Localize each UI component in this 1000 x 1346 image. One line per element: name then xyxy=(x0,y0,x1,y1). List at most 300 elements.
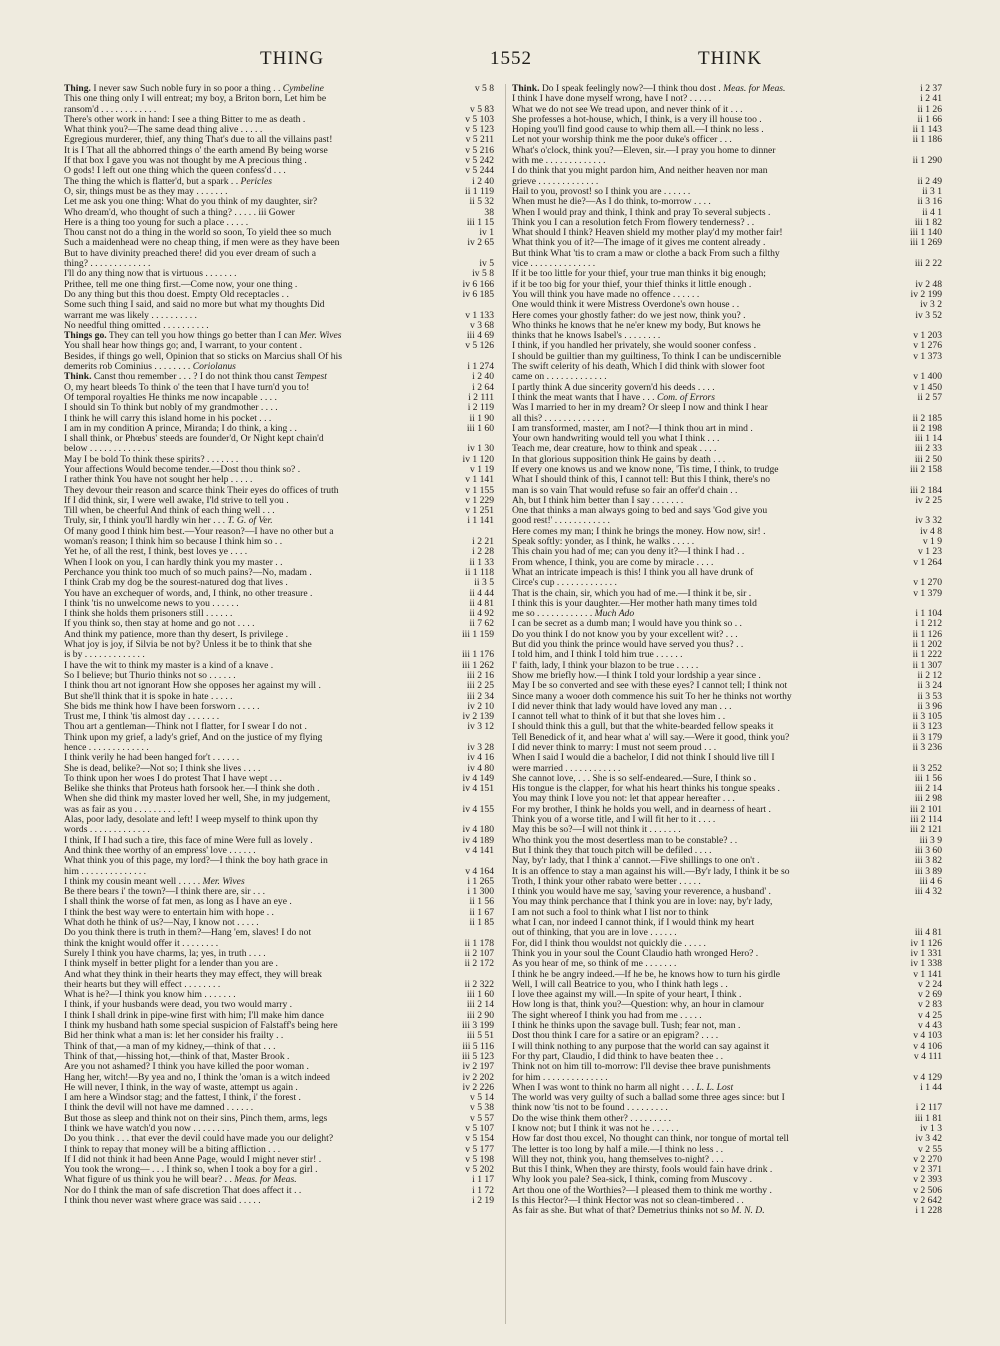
act-scene-line-ref: v 5 107 xyxy=(465,1123,494,1134)
play-title: M. N. D. xyxy=(731,1206,765,1217)
concordance-entry xyxy=(512,836,942,846)
act-scene-line-ref: v 2 24 xyxy=(918,979,942,990)
concordance-entry xyxy=(512,269,942,279)
act-scene-line-ref: v 4 43 xyxy=(918,1021,942,1032)
entry-text xyxy=(512,393,715,403)
page-number: 1552 xyxy=(490,48,532,69)
act-scene-line-ref: iv 4 151 xyxy=(462,784,494,795)
concordance-entry xyxy=(64,846,494,856)
entry-text xyxy=(64,825,150,835)
quotation: If it be too little for your thief, your true man thinks it big enough; xyxy=(512,269,766,280)
concordance-entry xyxy=(64,372,494,382)
entry-text xyxy=(512,146,776,156)
concordance-entry xyxy=(64,166,494,176)
quotation: I think the meat wants that I have . . . xyxy=(512,392,655,403)
concordance-entry xyxy=(64,1165,494,1175)
quotation: From whence, I think, you are come by miracle . . . . xyxy=(512,557,714,568)
quotation: When she did think my master loved her well, She, in my judgement, xyxy=(64,794,331,805)
left-column xyxy=(64,84,494,1206)
quotation: Belike she thinks that Proteus hath forsook her.—I think she doth . xyxy=(64,784,320,795)
entry-text xyxy=(64,547,247,557)
entry-text xyxy=(512,84,785,94)
act-scene-line-ref: v 5 244 xyxy=(465,166,494,177)
act-scene-line-ref: iv 3 32 xyxy=(915,516,942,527)
quotation: I think my cousin meant well . . . . . xyxy=(64,876,201,887)
entry-text xyxy=(512,702,732,712)
quotation: And think my patience, more than thy desert, Is privilege . xyxy=(64,629,289,640)
concordance-entry xyxy=(512,928,942,938)
act-scene-line-ref: v 1 203 xyxy=(913,331,942,342)
quotation: The world was very guilty of such a ballad some three ages since: but I xyxy=(512,1093,785,1104)
act-scene-line-ref: v 1 276 xyxy=(913,341,942,352)
concordance-entry xyxy=(512,187,942,197)
entry-text xyxy=(64,918,259,928)
concordance-entry xyxy=(512,568,942,578)
act-scene-line-ref: v 5 83 xyxy=(470,104,494,115)
entry-text xyxy=(64,578,288,588)
act-scene-line-ref: v 1 400 xyxy=(913,372,942,383)
concordance-entry xyxy=(512,1042,942,1052)
act-scene-line-ref: ii 2 322 xyxy=(464,979,494,990)
concordance-entry xyxy=(512,558,942,568)
act-scene-line-ref: v 5 8 xyxy=(474,84,494,94)
concordance-entry xyxy=(512,218,942,228)
entry-text xyxy=(64,269,237,279)
quotation: What I should think of this, I cannot tell: But this I think, there's no xyxy=(512,475,771,486)
entry-text xyxy=(512,949,758,959)
act-scene-line-ref: iii 4 69 xyxy=(466,331,494,342)
quotation: I am transformed, master, am I not?—I think thou art in mind . xyxy=(512,423,753,434)
concordance-entry xyxy=(512,887,942,897)
entry-text xyxy=(64,218,248,228)
act-scene-line-ref: i 2 41 xyxy=(920,94,942,105)
entry-text xyxy=(64,228,331,238)
quotation: Ah, but I think him better than I say . . . . . . . xyxy=(512,495,684,506)
concordance-entry xyxy=(64,1093,494,1103)
quotation: vice . . . . . . . . . . . . . . xyxy=(512,259,596,270)
concordance-entry xyxy=(64,836,494,846)
entry-text xyxy=(64,846,256,856)
concordance-entry xyxy=(512,856,942,866)
quotation: was as fair as you . . . . . . . . . . xyxy=(64,804,181,815)
concordance-entry xyxy=(512,722,942,732)
concordance-entry xyxy=(64,774,494,784)
entry-text xyxy=(64,177,272,187)
quotation: Do you think there is truth in them?—Hang 'em, slaves! I do not xyxy=(64,928,312,939)
entry-text xyxy=(64,1021,338,1031)
act-scene-line-ref: iii 3 89 xyxy=(914,866,942,877)
concordance-entry xyxy=(64,455,494,465)
concordance-entry xyxy=(512,743,942,753)
entry-text xyxy=(64,372,327,382)
entry-text xyxy=(512,990,741,1000)
concordance-entry xyxy=(64,568,494,578)
headword: Things go. xyxy=(64,331,107,342)
quotation: I think myself in better plight for a lender than you are . xyxy=(64,959,278,970)
entry-text xyxy=(512,1124,679,1134)
quotation: Teach me, dear creature, how to think and speak . . . . xyxy=(512,444,717,455)
act-scene-line-ref: i 1 265 xyxy=(467,876,494,887)
concordance-entry xyxy=(512,589,942,599)
quotation: I think my husband hath some special suspicion of Falstaff's being here xyxy=(64,1021,338,1032)
quotation: His tongue is the clapper, for what his heart thinks his tongue speaks . xyxy=(512,784,780,795)
quotation: If I did think, sir, I were well awake, I'ld strive to tell you . xyxy=(64,495,289,506)
act-scene-line-ref: iii 3 82 xyxy=(914,856,942,867)
concordance-entry xyxy=(64,784,494,794)
concordance-entry xyxy=(512,1155,942,1165)
entry-text xyxy=(64,1062,309,1072)
entry-text xyxy=(64,1000,292,1010)
concordance-entry xyxy=(64,475,494,485)
concordance-entry xyxy=(64,681,494,691)
concordance-entry xyxy=(64,1052,494,1062)
quotation: Be there bears i' the town?—I think there are, sir . . . xyxy=(64,887,265,898)
entry-text xyxy=(64,506,275,516)
concordance-entry xyxy=(64,918,494,928)
concordance-entry xyxy=(64,177,494,187)
act-scene-line-ref: iv 3 12 xyxy=(467,722,494,733)
concordance-entry xyxy=(512,280,942,290)
concordance-entry xyxy=(512,949,942,959)
quotation: They can tell you how things go better than I can xyxy=(106,331,297,342)
quotation: Your own handwriting would tell you what I think . . . xyxy=(512,434,720,445)
entry-text xyxy=(64,311,197,321)
concordance-entry xyxy=(64,1062,494,1072)
quotation: It is an offence to stay a man against his will.—By'r lady, I think it be so xyxy=(512,866,790,877)
quotation: Think upon my grief, a lady's grief, And on the justice of my flying xyxy=(64,732,323,743)
act-scene-line-ref: ii 2 107 xyxy=(464,948,494,959)
concordance-entry xyxy=(512,455,942,465)
act-scene-line-ref: ii 1 66 xyxy=(917,114,942,125)
entry-text xyxy=(64,980,220,990)
concordance-entry xyxy=(512,537,942,547)
concordance-entry xyxy=(512,1206,942,1216)
act-scene-line-ref: iv 5 8 xyxy=(472,269,494,280)
concordance-entry xyxy=(64,300,494,310)
entry-text xyxy=(512,619,742,629)
quotation: Do I speak feelingly now?—I think thou dost . xyxy=(539,84,721,94)
quotation: I did never think to marry: I must not seem proud . . . xyxy=(512,743,717,753)
entry-text xyxy=(64,516,273,526)
quotation: what I can, nor indeed I cannot think, if I would think my heart xyxy=(512,918,755,929)
entry-text xyxy=(64,125,262,135)
quotation: She is dead, belike?—Not so; I think she lives . . . . xyxy=(64,763,261,774)
quotation: him . . . . . . . . . . . . . . xyxy=(64,866,147,877)
quotation: If you think so, then stay at home and go not . . . . xyxy=(64,619,255,630)
concordance-entry xyxy=(64,1021,494,1031)
act-scene-line-ref: ii 3 105 xyxy=(912,712,942,723)
quotation: They devour their reason and scarce think Their eyes do offices of truth xyxy=(64,485,339,496)
act-scene-line-ref: v 5 202 xyxy=(465,1165,494,1176)
entry-text xyxy=(512,444,716,454)
concordance-entry xyxy=(64,692,494,702)
quotation: But think What 'tis to cram a maw or clothe a back From such a filthy xyxy=(512,248,780,259)
entry-text xyxy=(64,1093,301,1103)
entry-text xyxy=(64,815,318,825)
entry-text xyxy=(64,959,278,969)
concordance-entry xyxy=(512,1000,942,1010)
quotation: I have the wit to think my master is a kind of a knave . xyxy=(64,660,274,671)
concordance-entry xyxy=(64,980,494,990)
act-scene-line-ref: i 2 119 xyxy=(467,403,494,414)
quotation: I think I have done myself wrong, have I not? . . . . . xyxy=(512,94,712,105)
quotation: I should think this a gull, but that the white-bearded fellow speaks it xyxy=(512,722,774,733)
quotation: came on . . . . . . . . . . . . . xyxy=(512,372,607,383)
entry-text xyxy=(512,743,716,753)
quotation: I shall think the worse of fat men, as long as I have an eye . xyxy=(64,897,292,908)
entry-text xyxy=(512,496,683,506)
concordance-entry xyxy=(64,753,494,763)
act-scene-line-ref: iii 1 262 xyxy=(462,660,494,671)
entry-text xyxy=(64,1155,321,1165)
quotation: So I believe; but Thurio thinks not so . . . . . . xyxy=(64,670,236,681)
entry-text xyxy=(512,774,756,784)
concordance-entry xyxy=(64,630,494,640)
concordance-entry xyxy=(512,352,942,362)
entry-text xyxy=(512,1000,764,1010)
entry-text xyxy=(512,568,753,578)
act-scene-line-ref: ii 1 119 xyxy=(465,186,494,197)
quotation: What an intricate impeach is this! I think you all have drunk of xyxy=(512,567,754,578)
act-scene-line-ref: iii 4 6 xyxy=(919,876,942,887)
concordance-entry xyxy=(512,249,942,259)
entry-text xyxy=(64,681,321,691)
quotation: May I be so converted and see with these eyes? I cannot tell; I think not xyxy=(512,681,788,692)
quotation: thing? . . . . . . . . . . . . . xyxy=(64,259,151,270)
act-scene-line-ref: v 4 129 xyxy=(913,1072,942,1083)
entry-text xyxy=(64,568,312,578)
act-scene-line-ref: iii 2 50 xyxy=(914,454,942,465)
act-scene-line-ref: iii 2 25 xyxy=(466,681,494,692)
entry-text xyxy=(512,403,768,413)
quotation: I think he be angry indeed.—If he be, he knows how to turn his girdle xyxy=(512,969,781,980)
entry-text xyxy=(512,1031,718,1041)
entry-text xyxy=(512,362,765,372)
quotation: I should sin To think but nobly of my grandmother . . . . xyxy=(64,403,278,414)
entry-text xyxy=(64,1042,275,1052)
act-scene-line-ref: i 1 17 xyxy=(472,1175,494,1186)
quotation: Alas, poor lady, desolate and left! I weep myself to think upon thy xyxy=(64,815,319,826)
concordance-entry xyxy=(512,434,942,444)
entry-text xyxy=(512,589,751,599)
concordance-entry xyxy=(512,671,942,681)
headword: Think. xyxy=(512,84,540,94)
entry-text xyxy=(512,733,789,743)
concordance-entry xyxy=(512,300,942,310)
entry-text xyxy=(512,383,715,393)
entry-text xyxy=(64,166,286,176)
entry-text xyxy=(64,444,150,454)
quotation: ransom'd . . . . . . . . . . . . xyxy=(64,104,157,115)
act-scene-line-ref: v 1 19 xyxy=(470,464,494,475)
entry-text xyxy=(512,506,767,516)
act-scene-line-ref: ii 4 44 xyxy=(469,588,494,599)
concordance-entry xyxy=(512,311,942,321)
entry-text xyxy=(512,794,735,804)
entry-text xyxy=(64,650,145,660)
concordance-entry xyxy=(64,609,494,619)
entry-text xyxy=(64,238,339,248)
entry-text xyxy=(512,578,617,588)
entry-text xyxy=(64,928,311,938)
quotation: I think thou art not ignorant How she opposes her against my will . xyxy=(64,681,321,692)
entry-text xyxy=(512,486,737,496)
quotation: Your affections Would become tender.—Dost thou think so? . xyxy=(64,464,301,475)
concordance-entry xyxy=(512,156,942,166)
entry-text xyxy=(512,1114,671,1124)
act-scene-line-ref: v 2 642 xyxy=(913,1196,942,1207)
quotation: Egregious murderer, thief, any thing That's due to all the villains past! xyxy=(64,135,333,146)
act-scene-line-ref: ii 3 1 xyxy=(922,186,942,197)
quotation: I' faith, lady, I think your blazon to be true . . . . . xyxy=(512,660,699,671)
quotation: I shall think, or Phœbus' steeds are founder'd, Or Night kept chain'd xyxy=(64,434,324,445)
entry-text xyxy=(64,609,232,619)
quotation: if it be too big for your thief, your thief thinks it little enough . xyxy=(512,279,752,290)
concordance-entry xyxy=(512,414,942,424)
quotation: Such a maidenhead were no cheap thing, if men were as they have been xyxy=(64,238,340,249)
entry-text xyxy=(512,887,771,897)
concordance-entry xyxy=(64,1000,494,1010)
act-scene-line-ref: iii 3 199 xyxy=(462,1021,494,1032)
concordance-entry xyxy=(64,1042,494,1052)
quotation: hence . . . . . . . . . . . . . xyxy=(64,743,149,753)
quotation: Let not your worship think me the poor duke's officer . . . xyxy=(512,135,732,146)
concordance-entry xyxy=(512,959,942,969)
quotation: demerits rob Cominius . . . . . . . . xyxy=(64,362,191,373)
concordance-entry xyxy=(64,897,494,907)
quotation: What think you of this page, my lord?—I think the boy hath grace in xyxy=(64,856,328,867)
quotation: You will think you have made no offence . . . . . . xyxy=(512,289,700,300)
entry-text xyxy=(512,547,744,557)
entry-text xyxy=(64,867,146,877)
act-scene-line-ref: v 2 83 xyxy=(918,1000,942,1011)
concordance-entry xyxy=(64,84,494,94)
concordance-entry xyxy=(512,939,942,949)
quotation: think now 'tis not to be found . . . . . . . . . xyxy=(512,1103,668,1114)
entry-text xyxy=(512,135,732,145)
quotation: You took the wrong— . . . I think so, when I took a boy for a girl . xyxy=(64,1165,318,1176)
concordance-entry xyxy=(512,609,942,619)
act-scene-line-ref: v 1 251 xyxy=(465,506,494,517)
quotation: As you hear of me, so think of me . . . . . . . xyxy=(512,959,677,970)
entry-text xyxy=(64,280,297,290)
concordance-entry xyxy=(64,702,494,712)
concordance-entry xyxy=(512,712,942,722)
concordance-entry xyxy=(512,794,942,804)
act-scene-line-ref: ii 2 198 xyxy=(912,423,942,434)
entry-text xyxy=(64,836,313,846)
act-scene-line-ref: iii 4 81 xyxy=(914,928,942,939)
quotation: me so . . . . . . . . . . . . xyxy=(512,609,593,620)
entry-text xyxy=(64,331,342,341)
concordance-entry xyxy=(512,640,942,650)
concordance-entry xyxy=(512,238,942,248)
concordance-entry xyxy=(512,630,942,640)
quotation: Nor do I think the man of safe discretion That does affect it . . xyxy=(64,1185,302,1196)
quotation: I think, if you handled her privately, she would sooner confess . xyxy=(512,341,756,352)
quotation: Besides, if things go well, Opinion that so sticks on Marcius shall Of his xyxy=(64,351,342,362)
entry-text xyxy=(64,1175,297,1185)
concordance-entry xyxy=(64,94,494,104)
act-scene-line-ref: iv 5 xyxy=(479,259,494,270)
concordance-entry xyxy=(64,722,494,732)
quotation: I think the devil will not have me damned . . . . . . xyxy=(64,1103,254,1114)
quotation: warrant me was likely . . . . . . . . . . xyxy=(64,310,197,321)
act-scene-line-ref: v 5 14 xyxy=(470,1093,494,1104)
entry-text xyxy=(64,805,180,815)
act-scene-line-ref: iii 1 140 xyxy=(910,228,942,239)
act-scene-line-ref: iv 1 xyxy=(479,228,494,239)
quotation: Truly, sir, I think you'll hardly win her . . . xyxy=(64,516,226,527)
quotation: The thing the which is flatter'd, but a spark . . xyxy=(64,176,239,187)
act-scene-line-ref: iii 5 116 xyxy=(462,1041,494,1052)
act-scene-line-ref: iii 2 16 xyxy=(466,670,494,681)
quotation: Think you in your soul the Count Claudio hath wronged Hero? . xyxy=(512,948,759,959)
play-title: Meas. for Meas. xyxy=(234,1175,297,1186)
quotation: But did you think the prince would have served you thus? . . xyxy=(512,640,744,651)
act-scene-line-ref: ii 3 24 xyxy=(917,681,942,692)
concordance-entry xyxy=(64,321,494,331)
quotation: That is the chain, sir, which you had of me.—I think it be, sir . xyxy=(512,588,752,599)
concordance-entry xyxy=(512,341,942,351)
concordance-entry xyxy=(512,1021,942,1031)
quotation: their hearts but they will effect . . . . . . . . xyxy=(64,979,221,990)
concordance-entry xyxy=(512,661,942,671)
act-scene-line-ref: v 5 154 xyxy=(465,1134,494,1145)
act-scene-line-ref: ii 1 202 xyxy=(912,640,942,651)
concordance-entry xyxy=(64,712,494,722)
concordance-entry xyxy=(64,877,494,887)
act-scene-line-ref: i 2 64 xyxy=(472,382,494,393)
quotation: I am not such a fool to think what I list nor to think xyxy=(512,907,709,918)
quotation: O, my heart bleeds To think o' the teen that I have turn'd you to! xyxy=(64,382,310,393)
entry-text xyxy=(64,908,274,918)
quotation: But to have divinity preached there! did you ever dream of such a xyxy=(64,248,317,259)
concordance-entry xyxy=(512,980,942,990)
quotation: I think thou never wast where grace was said . . . . . xyxy=(64,1196,261,1207)
entry-text xyxy=(64,939,218,949)
entry-text xyxy=(512,980,728,990)
play-title: Coriolanus xyxy=(192,362,236,373)
quotation: What think you of it?—The image of it gives me content already . xyxy=(512,238,766,249)
entry-text xyxy=(64,1011,324,1021)
quotation: Think of that,—a man of my kidney,—think of that . . . xyxy=(64,1041,276,1052)
act-scene-line-ref: v 1 133 xyxy=(465,310,494,321)
entry-text xyxy=(512,455,725,465)
act-scene-line-ref: iii 2 14 xyxy=(466,1000,494,1011)
entry-text xyxy=(64,1165,318,1175)
concordance-entry xyxy=(512,1186,942,1196)
quotation: Think you of a worse title, and I will fit her to it . . . . xyxy=(512,815,716,826)
entry-text xyxy=(512,939,706,949)
act-scene-line-ref: iii 1 60 xyxy=(466,990,494,1001)
entry-text xyxy=(64,259,150,269)
entry-text xyxy=(64,1145,280,1155)
quotation: Is this Hector?—I think Hector was not so clean-timbered . . xyxy=(512,1196,744,1207)
act-scene-line-ref: ii 1 90 xyxy=(469,413,494,424)
entry-text xyxy=(64,764,260,774)
entry-text xyxy=(64,362,236,372)
entry-text xyxy=(512,290,699,300)
concordance-entry xyxy=(64,578,494,588)
concordance-entry xyxy=(64,640,494,650)
concordance-entry xyxy=(512,393,942,403)
entry-text xyxy=(512,208,770,218)
concordance-entry xyxy=(512,1114,942,1124)
entry-text xyxy=(64,619,255,629)
act-scene-line-ref: ii 1 85 xyxy=(469,918,494,929)
quotation: I love thee against my will.—In spite of your heart, I think . xyxy=(512,990,742,1001)
